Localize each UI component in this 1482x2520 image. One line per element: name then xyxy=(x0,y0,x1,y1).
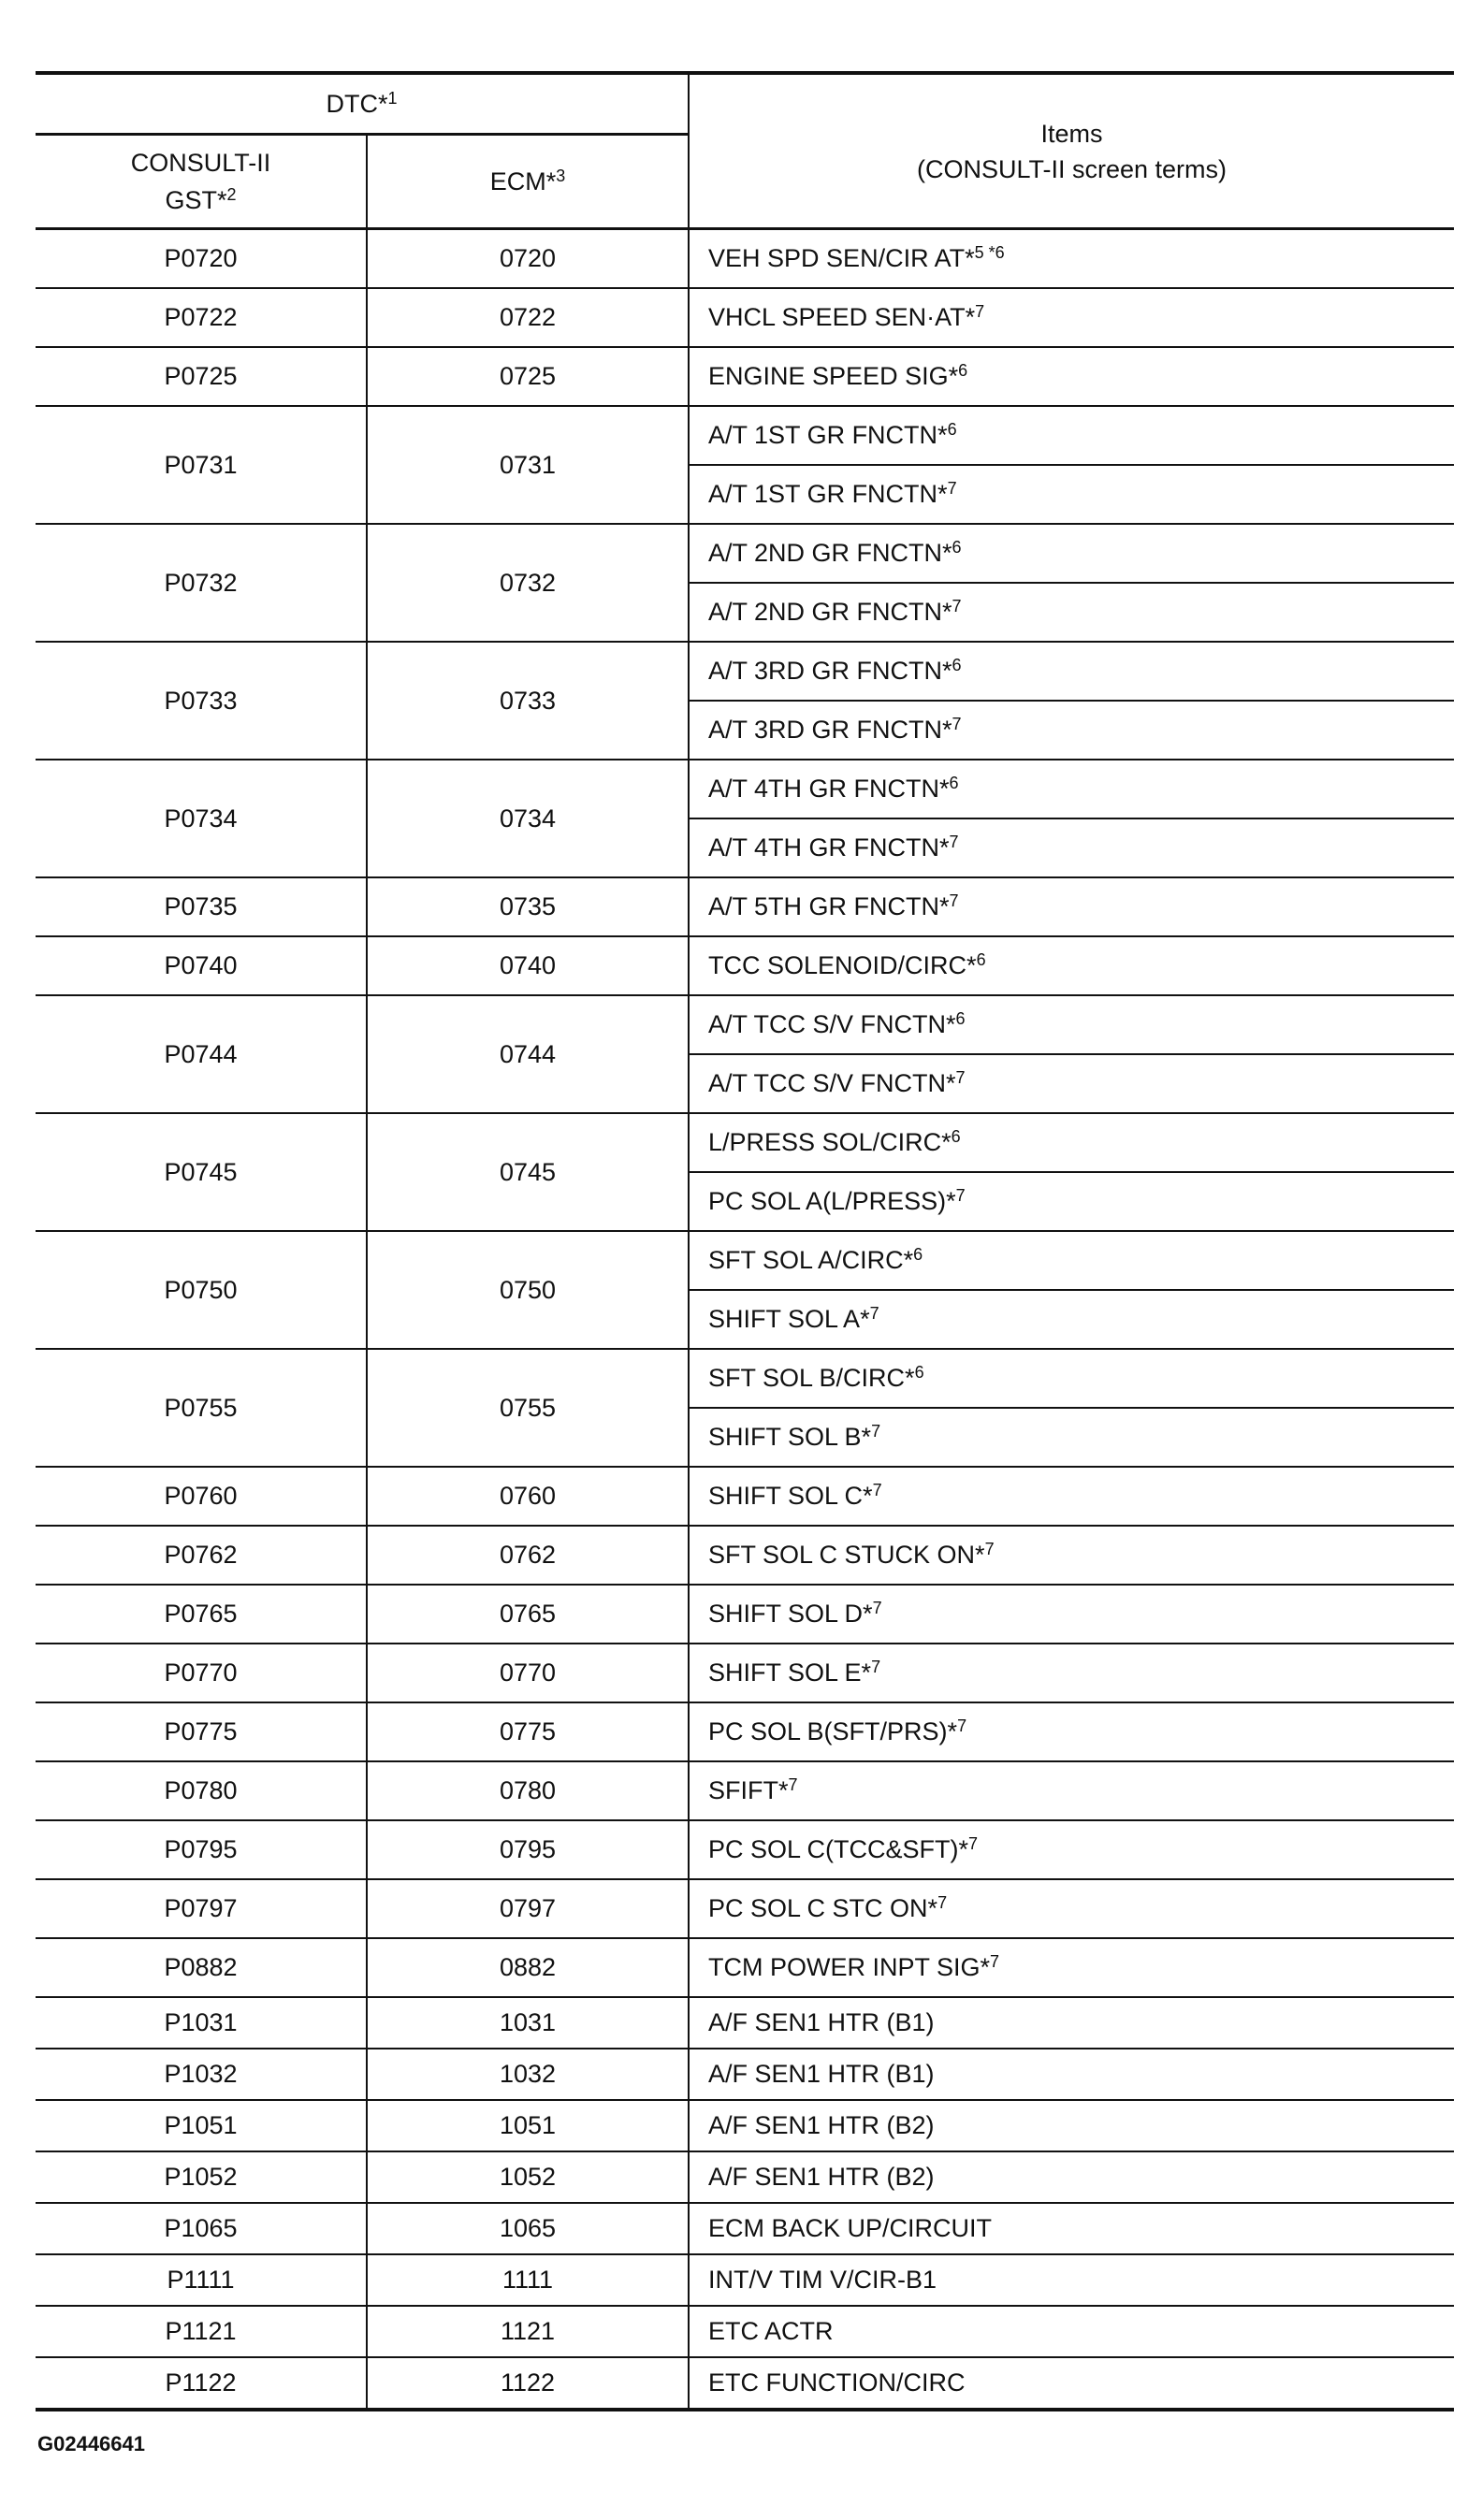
item-text: A/T 1ST GR FNCTN* xyxy=(708,480,948,508)
item-text: A/T TCC S/V FNCTN* xyxy=(708,1010,956,1038)
table-row xyxy=(36,1761,1454,1820)
item-cell xyxy=(689,1172,1454,1231)
items-header-line1: Items xyxy=(1040,119,1103,148)
table-row xyxy=(36,2357,1454,2410)
gst-code-cell: P0733 xyxy=(36,642,367,760)
gst-code-cell: P0780 xyxy=(36,1761,367,1820)
gst-code-cell: P0882 xyxy=(36,1938,367,1997)
gst-code-cell: P0732 xyxy=(36,524,367,642)
gst-code-cell: P1052 xyxy=(36,2151,367,2203)
table-row xyxy=(36,1231,1454,1290)
table-row xyxy=(36,1526,1454,1585)
item-cell xyxy=(689,2100,1454,2151)
item-cell xyxy=(689,1585,1454,1644)
ecm-code-cell: 0882 xyxy=(367,1938,689,1997)
gst-code-cell: P0720 xyxy=(36,229,367,289)
item-footnote: 7 xyxy=(957,1716,967,1735)
table-row xyxy=(36,347,1454,406)
ecm-code-cell: 0735 xyxy=(367,877,689,936)
item-footnote: 7 xyxy=(975,302,985,321)
table-row xyxy=(36,1820,1454,1879)
item-cell xyxy=(689,2203,1454,2254)
item-text: A/T 1ST GR FNCTN* xyxy=(708,421,948,449)
item-text: ETC ACTR xyxy=(708,2317,834,2345)
item-cell xyxy=(689,406,1454,465)
ecm-code-cell: 0750 xyxy=(367,1231,689,1349)
ecm-code-cell: 1031 xyxy=(367,1997,689,2049)
gst-code-cell: P0744 xyxy=(36,995,367,1113)
gst-code-cell: P1032 xyxy=(36,2049,367,2100)
table-row xyxy=(36,877,1454,936)
item-footnote: 7 xyxy=(871,1422,881,1441)
item-cell xyxy=(689,1997,1454,2049)
item-footnote: 7 xyxy=(871,1658,881,1676)
table-row xyxy=(36,2100,1454,2151)
item-text: PC SOL C(TCC&SFT)* xyxy=(708,1835,969,1863)
table-row xyxy=(36,1879,1454,1938)
gst-code-cell: P0770 xyxy=(36,1644,367,1702)
item-footnote: 7 xyxy=(968,1834,979,1853)
item-cell xyxy=(689,583,1454,642)
item-cell xyxy=(689,1761,1454,1820)
gst-code-cell: P1121 xyxy=(36,2306,367,2357)
item-cell xyxy=(689,1820,1454,1879)
item-text: SHIFT SOL D* xyxy=(708,1600,873,1628)
items-header-line2: (CONSULT-II screen terms) xyxy=(916,154,1228,183)
item-footnote: 7 xyxy=(949,891,959,910)
gst-code-cell: P0760 xyxy=(36,1467,367,1526)
ecm-code-cell: 0733 xyxy=(367,642,689,760)
item-cell xyxy=(689,936,1454,995)
item-cell xyxy=(689,818,1454,877)
ecm-code-cell: 0734 xyxy=(367,760,689,877)
item-cell xyxy=(689,1938,1454,1997)
table-row xyxy=(36,642,1454,701)
gst-code-cell: P1111 xyxy=(36,2254,367,2306)
ecm-code-cell: 1111 xyxy=(367,2254,689,2306)
item-cell xyxy=(689,465,1454,524)
item-footnote: 6 xyxy=(913,1245,923,1264)
gst-code-cell: P0731 xyxy=(36,406,367,524)
item-footnote: 7 xyxy=(952,715,962,733)
item-text: INT/V TIM V/CIR-B1 xyxy=(708,2266,937,2294)
item-cell xyxy=(689,1231,1454,1290)
gst-code-cell: P0762 xyxy=(36,1526,367,1585)
item-cell xyxy=(689,1290,1454,1349)
gst-code-cell: P0775 xyxy=(36,1702,367,1761)
item-footnote: 6 xyxy=(958,361,968,380)
table-row xyxy=(36,1938,1454,1997)
item-text: PC SOL C STC ON* xyxy=(708,1894,938,1922)
table-row xyxy=(36,760,1454,818)
item-cell xyxy=(689,2049,1454,2100)
table-row xyxy=(36,2203,1454,2254)
ecm-code-cell: 0744 xyxy=(367,995,689,1113)
item-footnote: 7 xyxy=(937,1893,948,1912)
gst-code-cell: P1031 xyxy=(36,1997,367,2049)
item-text: A/F SEN1 HTR (B2) xyxy=(708,2111,935,2139)
item-text: A/T 5TH GR FNCTN* xyxy=(708,892,950,920)
item-footnote: 6 xyxy=(955,1009,966,1028)
item-footnote: 6 xyxy=(914,1363,924,1382)
table-row xyxy=(36,1467,1454,1526)
ecm-code-cell: 0745 xyxy=(367,1113,689,1231)
ecm-code-cell: 1051 xyxy=(367,2100,689,2151)
ecm-code-cell: 0795 xyxy=(367,1820,689,1879)
item-cell xyxy=(689,1702,1454,1761)
ecm-code-cell: 0722 xyxy=(367,288,689,347)
ecm-code-cell: 0770 xyxy=(367,1644,689,1702)
item-text: A/F SEN1 HTR (B1) xyxy=(708,2008,935,2036)
table-row xyxy=(36,2151,1454,2203)
item-text: A/F SEN1 HTR (B1) xyxy=(708,2060,935,2088)
ecm-code-cell: 0725 xyxy=(367,347,689,406)
ecm-code-cell: 0731 xyxy=(367,406,689,524)
item-footnote: 7 xyxy=(788,1775,798,1794)
table-row xyxy=(36,1349,1454,1408)
table-row xyxy=(36,229,1454,289)
item-text: A/T 2ND GR FNCTN* xyxy=(708,539,952,567)
item-text: A/T 3RD GR FNCTN* xyxy=(708,716,952,744)
item-text: ECM BACK UP/CIRCUIT xyxy=(708,2214,993,2242)
table-row xyxy=(36,936,1454,995)
item-text: SHIFT SOL C* xyxy=(708,1482,873,1510)
gst-code-cell: P0745 xyxy=(36,1113,367,1231)
item-footnote: 7 xyxy=(952,597,962,616)
table-row xyxy=(36,1997,1454,2049)
table-row xyxy=(36,406,1454,465)
ecm-code-cell: 0740 xyxy=(367,936,689,995)
ecm-code-cell: 0765 xyxy=(367,1585,689,1644)
item-text: SFT SOL B/CIRC* xyxy=(708,1364,915,1392)
item-cell xyxy=(689,2254,1454,2306)
item-footnote: 5 *6 xyxy=(974,243,1005,262)
ecm-code-cell: 0760 xyxy=(367,1467,689,1526)
table-header xyxy=(36,73,1454,229)
item-footnote: 7 xyxy=(984,1540,995,1558)
item-text: A/T 2ND GR FNCTN* xyxy=(708,598,952,626)
item-cell xyxy=(689,347,1454,406)
item-footnote: 7 xyxy=(872,1599,882,1617)
item-footnote: 7 xyxy=(872,1481,882,1499)
item-cell xyxy=(689,2306,1454,2357)
item-cell xyxy=(689,1526,1454,1585)
gst-code-cell: P1065 xyxy=(36,2203,367,2254)
item-footnote: 6 xyxy=(952,538,962,557)
item-cell xyxy=(689,1879,1454,1938)
item-cell xyxy=(689,642,1454,701)
table-row xyxy=(36,1644,1454,1702)
item-text: SFT SOL A/CIRC* xyxy=(708,1246,914,1274)
table-row xyxy=(36,1702,1454,1761)
item-text: SHIFT SOL A* xyxy=(708,1305,870,1333)
item-text: L/PRESS SOL/CIRC* xyxy=(708,1128,952,1156)
gst-code-cell: P1122 xyxy=(36,2357,367,2410)
item-cell xyxy=(689,229,1454,289)
gst-code-cell: P0734 xyxy=(36,760,367,877)
item-text: SHIFT SOL E* xyxy=(708,1658,872,1687)
item-cell xyxy=(689,1113,1454,1172)
gst-code-cell: P0740 xyxy=(36,936,367,995)
ecm-code-cell: 0775 xyxy=(367,1702,689,1761)
ecm-code-cell: 1052 xyxy=(367,2151,689,2203)
gst-code-cell: P1051 xyxy=(36,2100,367,2151)
gst-code-cell: P0750 xyxy=(36,1231,367,1349)
table-row xyxy=(36,2254,1454,2306)
gst-code-cell: P0722 xyxy=(36,288,367,347)
item-text: A/T 4TH GR FNCTN* xyxy=(708,775,950,803)
gst-code-cell: P0735 xyxy=(36,877,367,936)
item-text: SHIFT SOL B* xyxy=(708,1423,872,1451)
ecm-code-cell: 0780 xyxy=(367,1761,689,1820)
item-text: VEH SPD SEN/CIR AT* xyxy=(708,244,975,272)
figure-code: G02446641 xyxy=(37,2432,145,2455)
item-text: TCC SOLENOID/CIRC* xyxy=(708,951,977,979)
item-text: ETC FUNCTION/CIRC xyxy=(708,2368,966,2397)
item-text: PC SOL B(SFT/PRS)* xyxy=(708,1717,958,1745)
ecm-header: ECM*$^3$ xyxy=(367,135,689,229)
table-row xyxy=(36,1585,1454,1644)
ecm-code-cell: 1032 xyxy=(367,2049,689,2100)
table-row xyxy=(36,995,1454,1054)
item-cell xyxy=(689,288,1454,347)
item-cell xyxy=(689,877,1454,936)
ecm-code-cell: 1065 xyxy=(367,2203,689,2254)
item-text: SFIFT* xyxy=(708,1776,789,1804)
item-cell xyxy=(689,701,1454,760)
item-cell xyxy=(689,1467,1454,1526)
ecm-code-cell: 0732 xyxy=(367,524,689,642)
table-row xyxy=(36,2306,1454,2357)
item-footnote: 6 xyxy=(949,774,959,792)
dtc-table xyxy=(36,71,1454,2411)
ecm-code-cell: 0797 xyxy=(367,1879,689,1938)
gst-code-cell: P0765 xyxy=(36,1585,367,1644)
item-footnote: 6 xyxy=(947,420,957,439)
item-cell xyxy=(689,2357,1454,2410)
item-text: TCM POWER INPT SIG* xyxy=(708,1953,991,1981)
item-footnote: 6 xyxy=(952,656,962,674)
gst-code-cell: P0795 xyxy=(36,1820,367,1879)
item-footnote: 7 xyxy=(949,833,959,851)
dtc-header: DTC*$^1$ xyxy=(36,73,689,135)
gst-code-cell: P0797 xyxy=(36,1879,367,1938)
table-body xyxy=(36,229,1454,2411)
item-text: PC SOL A(L/PRESS)* xyxy=(708,1187,956,1215)
item-text: A/T 4TH GR FNCTN* xyxy=(708,833,950,862)
item-cell xyxy=(689,1644,1454,1702)
gst-code-cell: P0725 xyxy=(36,347,367,406)
item-cell xyxy=(689,1408,1454,1467)
table-row xyxy=(36,2049,1454,2100)
item-footnote: 6 xyxy=(951,1127,961,1146)
item-text: SFT SOL C STUCK ON* xyxy=(708,1541,985,1569)
gst-code-cell: P0755 xyxy=(36,1349,367,1467)
items-header xyxy=(689,73,1454,229)
item-footnote: 7 xyxy=(955,1186,966,1205)
ecm-code-cell: 0762 xyxy=(367,1526,689,1585)
item-footnote: 7 xyxy=(947,479,957,498)
table-row xyxy=(36,1113,1454,1172)
item-footnote: 7 xyxy=(869,1304,879,1323)
ecm-code-cell: 0720 xyxy=(367,229,689,289)
item-footnote: 6 xyxy=(976,950,986,969)
ecm-code-cell: 0755 xyxy=(367,1349,689,1467)
table-row xyxy=(36,288,1454,347)
item-text: A/T 3RD GR FNCTN* xyxy=(708,657,952,685)
item-text: A/F SEN1 HTR (B2) xyxy=(708,2163,935,2191)
item-cell xyxy=(689,1054,1454,1113)
item-cell xyxy=(689,760,1454,818)
item-cell xyxy=(689,995,1454,1054)
ecm-code-cell: 1122 xyxy=(367,2357,689,2410)
item-text: A/T TCC S/V FNCTN* xyxy=(708,1069,956,1097)
item-footnote: 7 xyxy=(955,1068,966,1087)
item-text: VHCL SPEED SEN·AT* xyxy=(708,303,976,331)
consult-gst-header: CONSULT-II GST*$^2$ xyxy=(36,135,367,229)
table-row xyxy=(36,524,1454,583)
item-cell xyxy=(689,524,1454,583)
item-text: ENGINE SPEED SIG* xyxy=(708,362,959,390)
item-footnote: 7 xyxy=(990,1952,1000,1971)
ecm-code-cell: 1121 xyxy=(367,2306,689,2357)
item-cell xyxy=(689,1349,1454,1408)
item-cell xyxy=(689,2151,1454,2203)
